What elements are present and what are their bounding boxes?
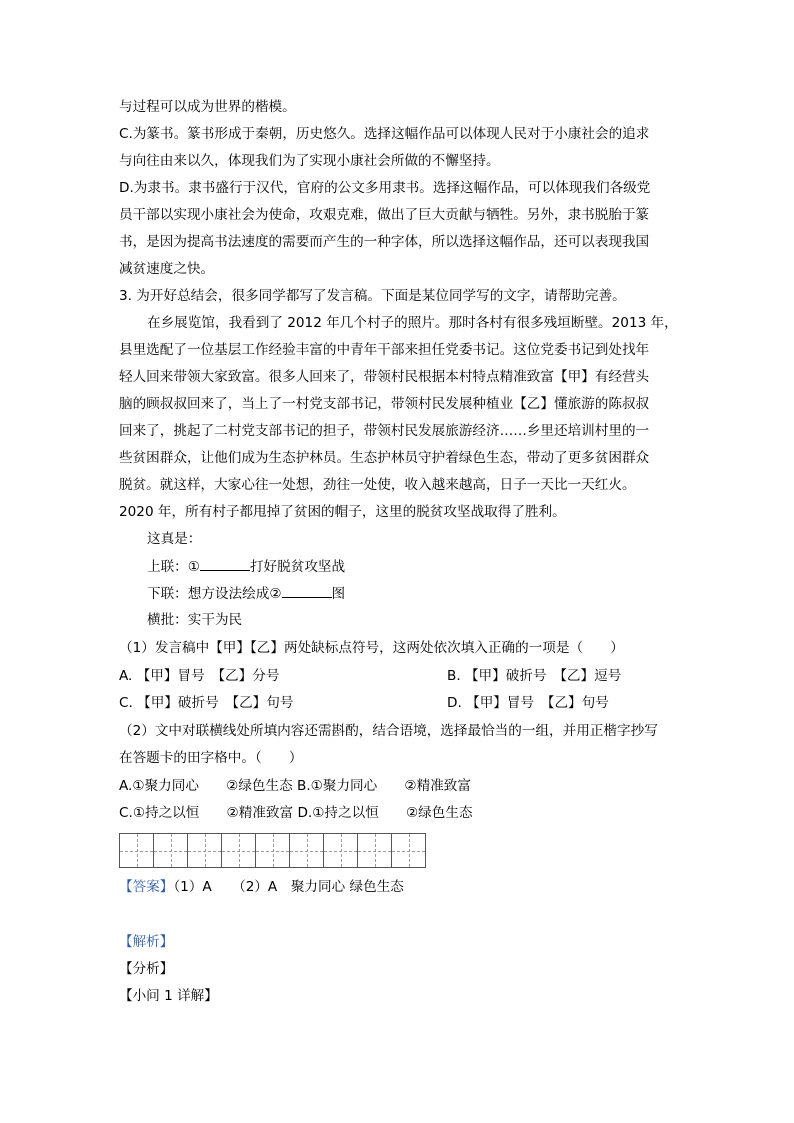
tianzige-cell <box>391 833 426 868</box>
tianzige-cell <box>323 833 358 868</box>
subquestion-2: （2）文中对联横线处所填内容还需斟酌，结合语境，选择最恰当的一组，并用正楷字抄写 <box>119 723 658 739</box>
passage-line: 脑的顾叔叔回来了，当上了一村党支部书记，带领村民发展种植业【乙】懂旅游的陈叔叔 <box>119 396 650 412</box>
option-c-explanation: C.为篆书。篆书形成于秦朝，历史悠久。选择这幅作品可以体现人民对于小康社会的追求 <box>119 126 650 142</box>
subquestion-1: （1）发言稿中【甲】【乙】两处缺标点符号，这两处依次填入正确的一项是（ ） <box>119 640 624 656</box>
text-line: 与过程可以成为世界的楷模。 <box>119 99 296 115</box>
text-line: 员干部以实现小康社会为使命，攻艰克难，做出了巨大贡献与牺牲。另外，隶书脱胎于篆 <box>119 207 650 223</box>
text-line: 减贫速度之快。 <box>119 261 215 277</box>
passage-line: 脱贫。就这样，大家心往一处想，劲往一处使，收入越来越高，日子一天比一天红火。 <box>119 477 636 493</box>
subquestion-1-detail-heading: 【小问 1 详解】 <box>119 988 218 1004</box>
choice-d: D. 【甲】冒号 【乙】句号 <box>447 695 609 711</box>
choice-a: A. 【甲】冒号 【乙】分号 <box>119 668 280 684</box>
tianzige-cell <box>255 833 290 868</box>
couplet-upper-suffix: 打好脱贫攻坚战 <box>249 559 346 575</box>
choices-cd: C.①持之以恒 ②精准致富 D.①持之以恒 ②绿色生态 <box>119 805 473 821</box>
tianzige-cell <box>289 833 324 868</box>
question-3-stem: 3. 为开好总结会，很多同学都写了发言稿。下面是某位同学写的文字，请帮助完善。 <box>119 288 626 304</box>
tianzige-grid <box>119 833 425 868</box>
tianzige-cell <box>119 833 154 868</box>
analysis-heading: 【解析】 <box>119 934 174 950</box>
couplet-horizontal: 横批：实干为民 <box>147 612 243 628</box>
passage-line: 2020 年，所有村子都甩掉了贫困的帽子，这里的脱贫攻坚战取得了胜利。 <box>119 504 566 520</box>
answer-text: （1）A （2）A 聚力同心 绿色生态 <box>173 879 404 895</box>
choices-ab: A.①聚力同心 ②绿色生态 B.①聚力同心 ②精准致富 <box>119 778 471 794</box>
tianzige-cell <box>357 833 392 868</box>
tianzige-cell <box>187 833 222 868</box>
analysis-subheading: 【分析】 <box>119 961 174 977</box>
passage-line: 轻人回来带领大家致富。很多人回来了，带领村民根据本村特点精准致富【甲】有经营头 <box>119 369 650 385</box>
option-d-explanation: D.为隶书。隶书盛行于汉代，官府的公文多用隶书。选择这幅作品，可以体现我们各级党 <box>119 180 651 196</box>
blank-1 <box>200 556 250 571</box>
passage-line: 县里选配了一位基层工作经验丰富的中青年干部来担任党委书记。这位党委书记到处找年 <box>119 342 650 358</box>
couplet-intro: 这真是： <box>147 531 202 547</box>
couplet-lower <box>147 583 707 604</box>
passage-line: 回来了，挑起了二村党支部书记的担子，带领村民发展旅游经济……乡里还培训村里的一 <box>119 423 650 439</box>
passage-line: 在乡展览馆，我看到了 2012 年几个村子的照片。那时各村有很多残垣断壁。2013 年， <box>147 315 678 331</box>
choice-b: B. 【甲】破折号 【乙】逗号 <box>447 668 622 684</box>
text-line: 书，是因为提高书法速度的需要而产生的一种字体，所以选择这幅作品，还可以表现我国 <box>119 234 650 250</box>
couplet-upper <box>147 556 707 577</box>
blank-2 <box>282 583 332 598</box>
answer-line <box>119 877 679 897</box>
choice-c: C. 【甲】破折号 【乙】句号 <box>119 695 294 711</box>
subquestion-2-cont: 在答题卡的田字格中。（ ） <box>119 750 303 766</box>
text-line: 与向往由来以久，体现我们为了实现小康社会所做的不懈坚持。 <box>119 153 500 169</box>
tianzige-cell <box>221 833 256 868</box>
couplet-lower-prefix: 下联：想方设法绘成② <box>147 586 282 602</box>
couplet-lower-suffix: 图 <box>331 586 346 602</box>
passage-line: 些贫困群众，让他们成为生态护林员。生态护林员守护着绿色生态，带动了更多贫困群众 <box>119 450 650 466</box>
answer-label: 【答案】 <box>119 879 174 895</box>
couplet-upper-prefix: 上联：① <box>147 559 200 575</box>
tianzige-cell <box>153 833 188 868</box>
